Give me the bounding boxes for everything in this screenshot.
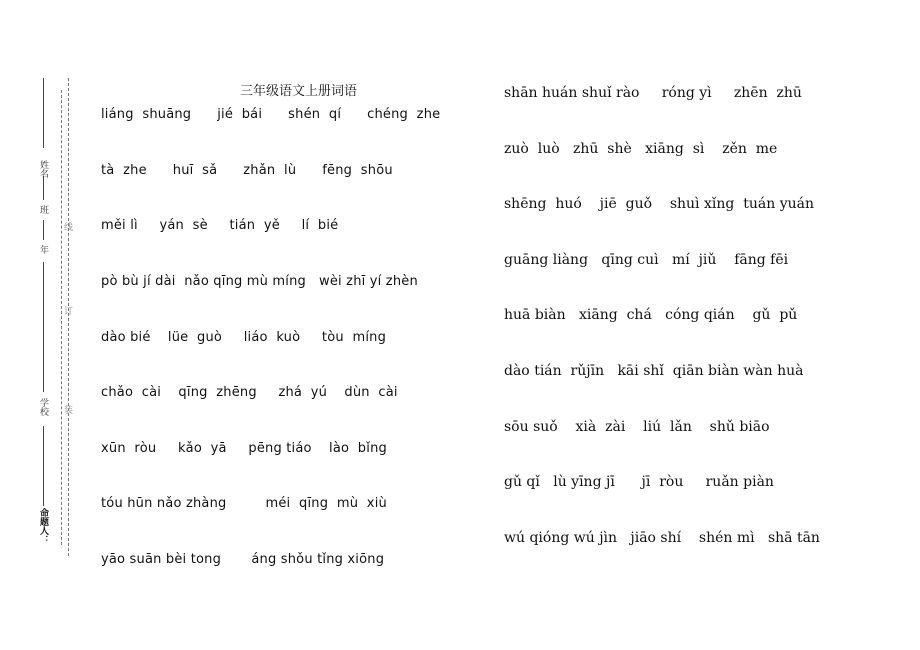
pinyin-row: shān huán shuǐ rào róng yì zhēn zhū xyxy=(504,85,802,101)
page-title: 三年级语文上册词语 xyxy=(240,84,358,99)
grade-line xyxy=(43,220,44,240)
binding-margin xyxy=(0,0,95,650)
pinyin-row: guāng liàng qīng cuì mí jiǔ fāng fēi xyxy=(504,252,789,268)
pinyin-row: xūn ròu kǎo yā pēng tiáo lào bǐng xyxy=(101,441,387,456)
pinyin-row: sōu suǒ xià zài liú lǎn shǔ biāo xyxy=(504,419,770,435)
school-line xyxy=(43,426,44,506)
setter-label: 命题人： xyxy=(38,508,48,544)
pinyin-row: chǎo cài qīng zhēng zhá yú dùn cài xyxy=(101,385,398,400)
pinyin-row: liáng shuāng jié bái shén qí chéng zhe xyxy=(101,107,441,122)
cut-line-right xyxy=(68,78,69,556)
cut-line-left xyxy=(61,90,62,545)
pinyin-row: měi lì yán sè tián yě lí bié xyxy=(101,218,339,233)
cut-char-zhuang: 装 xyxy=(62,405,72,414)
pinyin-row: yāo suān bèi tong áng shǒu tǐng xiōng xyxy=(101,552,385,567)
grade-label: 年 xyxy=(38,245,48,254)
name-label: 姓名 xyxy=(38,160,48,178)
class-line xyxy=(43,176,44,200)
pinyin-row: wú qióng wú jìn jiāo shí shén mì shā tān xyxy=(504,530,820,546)
pinyin-row: zuò luò zhū shè xiāng sì zěn me xyxy=(504,141,778,157)
pinyin-row: dào tián rǔjīn kāi shǐ qiān biàn wàn huà xyxy=(504,363,804,379)
pinyin-row: pò bù jí dài nǎo qīng mù míng wèi zhī yí zhèn xyxy=(101,274,418,289)
pinyin-row: dào bié lüe guò liáo kuò tòu míng xyxy=(101,330,387,345)
school-label: 学校 xyxy=(38,398,48,416)
cut-char-ding: 订 xyxy=(62,306,72,315)
cut-char-xian: 线 xyxy=(62,222,72,231)
name-line xyxy=(43,78,44,148)
pinyin-row: tóu hūn nǎo zhàng méi qīng mù xiù xyxy=(101,496,387,511)
pinyin-row: shēng huó jiē guǒ shuì xǐng tuán yuán xyxy=(504,196,814,212)
class-label: 班 xyxy=(38,205,48,214)
grade-fill-line xyxy=(43,262,44,392)
pinyin-row: gǔ qǐ lù yīng jī jī ròu ruǎn piàn xyxy=(504,474,774,490)
pinyin-row: tà zhe huī sǎ zhǎn lù fēng shōu xyxy=(101,163,393,178)
pinyin-row: huā biàn xiāng chá cóng qián gǔ pǔ xyxy=(504,307,798,323)
